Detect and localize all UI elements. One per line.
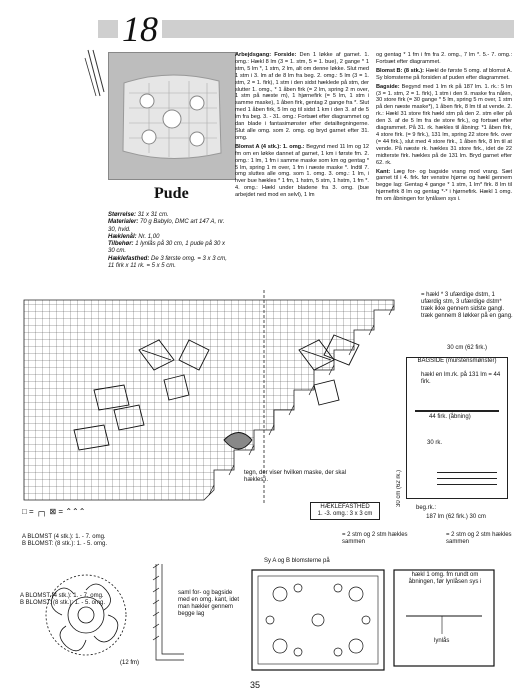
flower-b-label-2: B BLOMST: (8 stk.): 1. - 5. omg. — [20, 600, 106, 606]
bagside-opening-count: 44 firk. (åbning) — [429, 414, 471, 420]
bagside-opening-note: hækl en lm.rk. på 131 lm = 44 firk. — [421, 372, 501, 385]
two-stm-note-right: = 2 stm og 2 stm hækles sammen — [446, 532, 512, 545]
gauge-value: De 3 første omg. = 3 x 3 cm, 11 firk x 11 rk. = 5 x 5 cm. — [108, 255, 227, 270]
page-number: 35 — [250, 680, 261, 690]
pillow-illustration — [109, 53, 235, 179]
instructions-column-2 — [376, 52, 512, 203]
crochet-hooks-icon — [84, 48, 106, 98]
flower-a-label-2: A BLOMST (4 stk.): 1. - 7. omg. — [20, 593, 104, 599]
edge-join-note: saml for- og bagside med en omg. kant, idet man hækler gennem begge lag — [178, 590, 240, 617]
zipper-opening-line — [415, 410, 499, 412]
size-value: 31 x 31 cm. — [137, 212, 169, 218]
bagside-begin-label: beg.rk.: — [416, 505, 437, 511]
flower-lm-label: (12 fm) — [120, 660, 140, 666]
sew-flowers-title: Sy A og B blomsterne på — [264, 558, 330, 564]
instruction-paragraph: Bagside: Begynd med 1 lm rk på 187 lm. 1. rk.: 5 lm (3 = 1. stm, 2 = 1. firk), 1 stm i den 9. maske fra nålen, 30 store firk (= 30 gange * 5 lm, spring 5 m over, 1 stm på den næste maske*), 1 åben firk, 8 lm til at vende. 2. rk.: Hækl 31 store firk hækl stm på den 2. stm eller på den 3. af de 5 lm fra de store firk.), og fortsæt efter diagrammet. På 31. rk. hækles til åbning: *1 åben firk, 4 store firk. (= 9 firk.), 131 lm, spring 22 store firk. over (= 44 firk.), slut med 4 store firk., 1 åben firk, 8 lm til at vende. På næste rk. hækles 31 store firk., idet de 22 midterste firk. hækles på de 131 lm. Bryd garnet efter 62. rk. — [376, 83, 512, 166]
bagside-height-label: 30 cm (62 rk.) — [396, 470, 402, 508]
gauge-label: Hæklefasthed: — [108, 255, 150, 262]
bagside-title: BAGSIDE (murstensmønster) — [417, 358, 497, 364]
instruction-paragraph: Blomst B: (8 stk.): Hækl de første 5 omg. af blomst A. Sy blomsterne på forsiden af puden efter diagrammet. — [376, 67, 512, 81]
gauge-value: 1. -3. omg.: 3 x 3 cm — [317, 511, 373, 517]
header-band — [98, 8, 514, 48]
cluster-symbol-note: = hækl * 3 ufærdige dstm, 1 ufærdig stm, 3 ufærdige dstm* træk ikke gennem sidste gangl. træk gennem 8 løkker på en gang. — [421, 292, 513, 319]
specifications — [108, 212, 232, 270]
flower-placement-diagram — [250, 568, 386, 672]
brick-pattern-swatch — [437, 468, 497, 490]
zipper-note: hækl 1 omg. fm rundt om åbningen, før lynlåsen sys i — [408, 572, 482, 585]
instructions-column-1 — [235, 52, 369, 199]
flower-b-label: B BLOMST: (8 stk.): 1. - 5. omg. — [22, 541, 108, 547]
gauge-title: HÆKLEFASTHED — [320, 504, 370, 510]
bagside-diagram — [406, 357, 508, 499]
instruction-paragraph: Kant: Læg for- og bagside vrang mod vrang. Sæt garnet til i 4. firk. før venstre hjørne og hækl gennem begge lag: Gentag 4 gange * 1 stm, 1 lm* firk. 8 lm til hjørnefirk 8 lm og gentag *-* i hjørnefirk. Hækl 1 omg. fm om åbningen for lynlåsen sys i. — [376, 168, 512, 203]
hook-label: Hæklenål: — [108, 233, 137, 240]
accessories-label: Tilbehør: — [108, 241, 134, 248]
pillow-photo — [108, 52, 236, 180]
flower-a-label: A BLOMST (4 stk.): 1. - 7. omg. — [22, 534, 106, 540]
flower-diagram — [28, 560, 148, 670]
materials-label: Materialer: — [108, 219, 139, 226]
stitch-symbol-key: □ = ┌┐ ⊠ = ⌃⌃⌃ — [22, 507, 86, 516]
zipper-label: lynlås — [434, 638, 450, 644]
two-stm-note: = 2 stm og 2 stm hækles sammen — [342, 532, 408, 545]
size-label: Størrelse: — [108, 212, 137, 218]
accessories-value: 1 lynlås på 30 cm, 1 pude på 30 x 30 cm. — [108, 241, 225, 255]
instruction-paragraph: Arbejdsgang: Forside: Den 1 løkke af garnet. 1. omg.: Hækl 8 lm (3 = 1. stm, 5 = 1. bue), 2 gange * 1 stm, 5 lm *, 1 stm, 2 lm, alt om denne løkke. Slut med 1 stm i 3. lm af de 8 lm fra beg. 2. omg.: 5 lm (3 = 1. stm, 2 = 1. firk), 1 stm i den sidst hæklede på stm, der slutter 1. omg., * 1 åben firk (= 2 lm, spring 2 m over, 1 stm på næste m), 1 hjørnefirk (= 5 lm, 1 stm i samme maske), 1 åben firk, gentag 2 gange fra *. Slut med 1 åben firk, 5 lm og til sidst 1 km i den 3. af de 5 lm fra beg. 3. - 31. omg.: Fortsæt efter diagrammet og dan blade i fantasimønster efter detailtegningerne. Slut alle omg. som 2. omg. og bryd garnet efter 31. omg. — [235, 52, 370, 141]
pattern-number: 18 — [118, 8, 162, 50]
gauge-box — [310, 502, 380, 520]
crochet-chart — [14, 290, 406, 530]
bagside-width-label: 30 cm (62 firk.) — [446, 345, 487, 351]
hook-value: Nr. 1,00 — [138, 233, 160, 240]
instruction-paragraph: Blomst A (4 stk.): 1. omg.: Begynd med 11 lm og 12 fm om en løkke dannet af garnet, 1 km i første fm. 2. omg.: 1 lm, 1 fm i samme maske som km og gentag * 5 lm, spring 1 m over, 1 fm i næste maske *. Indtil 7. omg sluttes alle omg. som 1. omg. 3. omg.: 1 lm, i hver bue hækles * 1 fm, 1 hstm, 5 stm, 1 hstm, 1 fm *. 4. omg.: Hækl under bladene fra 3. omg. (bue arbejdet ned mod en selvl), 1 lm — [235, 143, 369, 199]
direction-note: tegn, der viser hvilken maske, der skal hækles i. — [244, 470, 347, 483]
bagside-begin-value: 187 lm (62 firk.) 30 cm — [426, 514, 486, 520]
pattern-title: Pude — [154, 185, 189, 202]
instruction-paragraph: og gentag * 1 fm i fm fra 2. omg., 7 lm *. 5.- 7. omg.: Fortsæt efter diagrammet. — [376, 52, 512, 65]
bagside-rows-label: 30 rk. — [427, 440, 443, 446]
materials-value: 70 g Babylo, DMC art 147 A, nr. 30, hvid. — [108, 219, 225, 233]
